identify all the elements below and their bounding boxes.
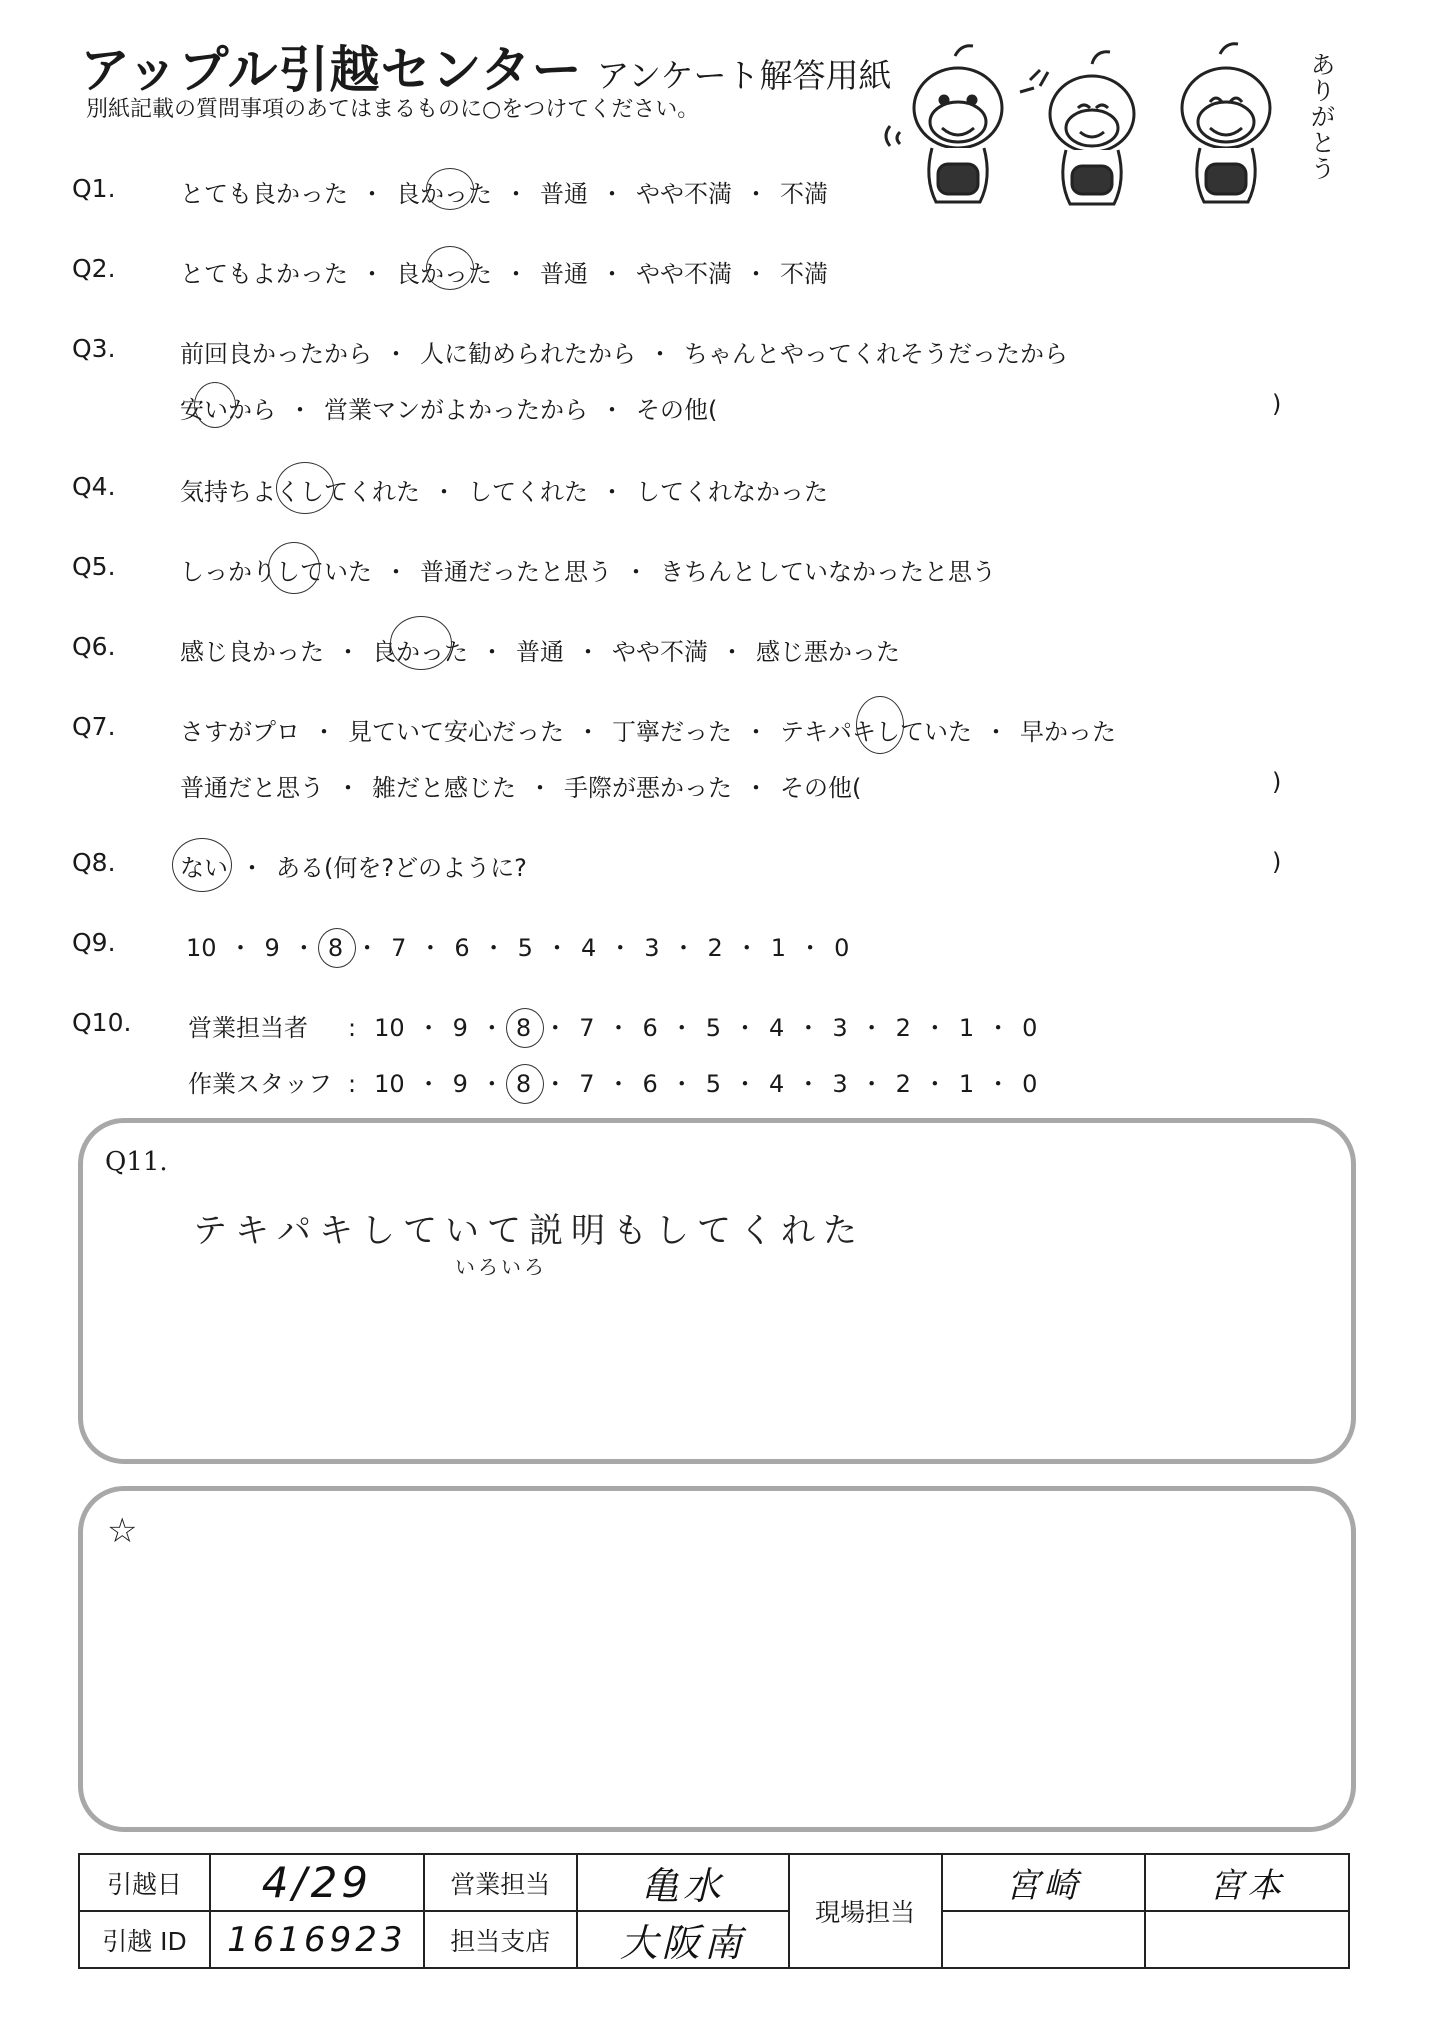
q10-sales-score-8-label: 8 — [515, 1014, 532, 1042]
question-label: Q2. — [72, 254, 116, 283]
q10-staff-score-5[interactable]: 5 — [705, 1070, 722, 1098]
q3-option-4[interactable] — [180, 390, 276, 425]
q10-sales-score-10[interactable]: 10 — [374, 1014, 405, 1042]
form-title: アンケート解答用紙 — [596, 56, 892, 95]
move-id-value — [210, 1911, 424, 1968]
site-staff-1-handwritten: 宮崎 — [1005, 1866, 1082, 1906]
q10-staff-score-0[interactable]: 0 — [1022, 1070, 1038, 1098]
q9-score-2[interactable]: 2 — [707, 934, 723, 962]
q6-option-4[interactable]: やや不満 — [612, 638, 708, 666]
move-info-table — [78, 1853, 1350, 1969]
q2-option-2[interactable] — [396, 254, 492, 289]
question-q5: Q5. しっかりしていた ・ 普通だったと思う ・ きちんとしていなかったと思う — [0, 546, 1433, 596]
q7-option-8[interactable]: 手際が悪かった — [564, 774, 732, 802]
q10-staff-label: 作業スタッフ — [188, 1070, 332, 1098]
site-staff-3-value — [942, 1911, 1146, 1968]
q5-option-3[interactable]: きちんとしていなかったと思う — [660, 558, 996, 586]
site-staff-4-value — [1145, 1911, 1349, 1968]
q8-option-1[interactable] — [180, 848, 228, 883]
q1-option-5[interactable]: 不満 — [780, 180, 828, 208]
q10-sales-score-6[interactable]: 6 — [642, 1014, 658, 1042]
q3-option-1[interactable]: 前回良かったから — [180, 340, 372, 368]
site-staff-2-handwritten: 宮本 — [1209, 1866, 1286, 1906]
q5-option-1[interactable] — [180, 552, 372, 587]
q8-option-2[interactable]: ある(何を?どのように? — [276, 854, 527, 882]
question-label: Q1. — [72, 174, 116, 203]
q6-option-2[interactable] — [372, 632, 468, 667]
q5-option-1-label: しっかりしていた — [180, 558, 372, 586]
q10-sales-score-8[interactable] — [516, 1014, 531, 1042]
q3-option-5[interactable]: 営業マンがよかったから — [324, 396, 588, 424]
q7-option-4-label: テキパキしていた — [780, 718, 972, 746]
question-label: Q6. — [72, 632, 116, 661]
question-q9: Q9. 10 ・ 9 ・ 8 ・ 7 ・ 6 ・ 5 ・ 4 ・ 3 ・ 2 ・ 1 ・ 0 — [0, 922, 1433, 972]
q1-option-4[interactable]: やや不満 — [636, 180, 732, 208]
question-q1: Q1. とても良かった ・ 良かった ・ 普通 ・ やや不満 ・ 不満 — [0, 168, 1433, 218]
q6-option-3[interactable]: 普通 — [516, 638, 564, 666]
q6-option-5[interactable]: 感じ悪かった — [756, 638, 900, 666]
question-label: Q8. — [72, 848, 116, 877]
q10-sales-score-4[interactable]: 4 — [769, 1014, 785, 1042]
site-staff-2-value — [1145, 1854, 1349, 1911]
q11-label: Q11. — [105, 1147, 168, 1177]
sales-value — [577, 1854, 789, 1911]
q11-comment-box[interactable] — [78, 1118, 1356, 1464]
q10-sales-label: 営業担当者 — [188, 1014, 308, 1042]
q3-option-3[interactable]: ちゃんとやってくれそうだったから — [684, 340, 1068, 368]
q10-sales-score-3[interactable]: 3 — [832, 1014, 848, 1042]
sales-label: 営業担当 — [424, 1854, 577, 1911]
q9-score-7[interactable]: 7 — [391, 934, 407, 962]
q9-score-6[interactable]: 6 — [454, 934, 470, 962]
q10-staff-colon: : — [348, 1070, 357, 1098]
q7-option-4[interactable] — [780, 712, 972, 747]
q7-option-1[interactable]: さすがプロ — [180, 718, 300, 746]
q10-staff-score-1[interactable]: 1 — [958, 1070, 975, 1098]
question-q8: Q8. ない ・ ある(何を?どのように? ) — [0, 842, 1433, 892]
q2-option-1[interactable]: とてもよかった — [180, 260, 348, 288]
q10-sales-score-7[interactable]: 7 — [579, 1014, 595, 1042]
q2-option-2-label: 良かった — [396, 260, 492, 288]
q1-option-2-label: 良かった — [396, 180, 492, 208]
question-label: Q10. — [72, 1008, 132, 1037]
q8-paren-close: ) — [1272, 848, 1282, 876]
q3-paren-close: ) — [1272, 390, 1282, 418]
move-id-handwritten: 1616923 — [227, 1919, 407, 1960]
sales-name-handwritten: 亀水 — [640, 1864, 725, 1908]
q10-staff-score-4[interactable]: 4 — [769, 1070, 785, 1098]
question-q10-staff: 作業スタッフ : 10 ・ 9 ・ 8 ・ 7 ・ 6 ・ 5 ・ 4 ・ 3 ・ 2 ・ 1 ・ 0 — [0, 1058, 1433, 1108]
q9-score-10[interactable]: 10 — [186, 934, 217, 962]
q11-handwritten-answer: テキパキしていて説明もしてくれた — [193, 1211, 865, 1251]
q10-staff-score-8[interactable] — [516, 1070, 531, 1098]
instruction-text: 別紙記載の質問事項のあてはまるものに○をつけてください。 — [86, 97, 700, 122]
q10-staff-score-3[interactable]: 3 — [832, 1070, 848, 1098]
q9-score-3[interactable]: 3 — [644, 934, 660, 962]
site-label: 現場担当 — [789, 1854, 942, 1968]
q3-option-2[interactable]: 人に勧められたから — [420, 340, 636, 368]
q10-staff-score-9[interactable]: 9 — [452, 1070, 468, 1098]
q9-score-8[interactable] — [328, 934, 343, 962]
q3-option-other[interactable]: その他( — [636, 396, 718, 424]
star-comment-box[interactable] — [78, 1486, 1356, 1832]
q11-handwritten-insert: いろいろ — [455, 1255, 547, 1279]
q7-option-6[interactable]: 普通だと思う — [180, 774, 324, 802]
q7-option-5[interactable]: 早かった — [1020, 718, 1116, 746]
question-q10-sales: Q10. 営業担当者 : 10 ・ 9 ・ 8 ・ 7 ・ 6 ・ 5 ・ 4 ・ 3 ・ 2 ・ 1 ・ 0 — [0, 1002, 1433, 1052]
branch-name-handwritten: 大阪南 — [619, 1921, 746, 1965]
q2-option-5[interactable]: 不満 — [780, 260, 828, 288]
q7-option-7[interactable]: 雑だと感じた — [372, 774, 516, 802]
q4-option-3[interactable]: してくれなかった — [636, 478, 828, 506]
question-label: Q9. — [72, 928, 116, 957]
q10-staff-score-6[interactable]: 6 — [642, 1070, 658, 1098]
question-q4: Q4. 気持ちよくしてくれた ・ してくれた ・ してくれなかった — [0, 466, 1433, 516]
move-date-handwritten: 4/29 — [261, 1858, 373, 1907]
q10-staff-score-8-label: 8 — [515, 1070, 532, 1098]
q7-option-3[interactable]: 丁寧だった — [612, 718, 732, 746]
q9-score-0[interactable]: 0 — [834, 934, 850, 962]
q1-option-1[interactable]: とても良かった — [180, 180, 348, 208]
question-q3: Q3. 前回良かったから ・ 人に勧められたから ・ ちゃんとやってくれそうだったから — [72, 334, 1068, 368]
q2-option-4[interactable]: やや不満 — [636, 260, 732, 288]
q1-option-3[interactable]: 普通 — [540, 180, 588, 208]
q7-option-2[interactable]: 見ていて安心だった — [348, 718, 564, 746]
branch-label: 担当支店 — [424, 1911, 577, 1968]
q10-staff-score-7[interactable]: 7 — [579, 1070, 595, 1098]
question-q7-line2: 普通だと思う ・ 雑だと感じた ・ 手際が悪かった ・ その他( ) — [180, 768, 1282, 802]
question-q6: Q6. 感じ良かった ・ 良かった ・ 普通 ・ やや不満 ・ 感じ悪かった — [0, 626, 1433, 676]
site-staff-1-value — [942, 1854, 1146, 1911]
move-date-value — [210, 1854, 424, 1911]
thanks-text: ありがとう — [1311, 51, 1335, 183]
q7-paren-close: ) — [1272, 768, 1282, 796]
q9-score-4[interactable]: 4 — [580, 934, 597, 962]
company-name: アップル引越センター — [80, 41, 583, 99]
branch-value — [577, 1911, 789, 1968]
q10-sales-score-1[interactable]: 1 — [958, 1014, 975, 1042]
q7-option-other[interactable]: その他( — [780, 774, 862, 802]
question-q3-line2: 安いから ・ 営業マンがよかったから ・ その他( ) — [0, 384, 1433, 434]
q10-sales-score-5[interactable]: 5 — [705, 1014, 722, 1042]
q10-sales-score-9[interactable]: 9 — [452, 1014, 468, 1042]
q10-sales-colon: : — [348, 1014, 357, 1042]
q2-option-3[interactable]: 普通 — [540, 260, 588, 288]
q1-option-2[interactable] — [396, 174, 492, 209]
q4-option-2[interactable]: してくれた — [468, 478, 588, 506]
q5-option-2[interactable]: 普通だったと思う — [420, 558, 612, 586]
q3-option-4-label: 安いから — [180, 396, 276, 424]
q8-option-1-label: ない — [180, 854, 228, 882]
question-q2: Q2. とてもよかった ・ 良かった ・ 普通 ・ やや不満 ・ 不満 — [0, 248, 1433, 298]
question-q7: Q7. さすがプロ ・ 見ていて安心だった ・ 丁寧だった ・ テキパキしていた ・ 早かった — [0, 706, 1433, 756]
q9-score-1[interactable]: 1 — [770, 934, 787, 962]
q6-option-1[interactable]: 感じ良かった — [180, 638, 324, 666]
question-label: Q4. — [72, 472, 116, 501]
q10-sales-score-0[interactable]: 0 — [1022, 1014, 1038, 1042]
move-date-label: 引越日 — [79, 1854, 210, 1911]
question-label: Q7. — [72, 712, 116, 741]
q10-sales-score-2[interactable]: 2 — [895, 1014, 911, 1042]
q4-option-1-label: 気持ちよくしてくれた — [180, 478, 420, 506]
star-icon: ☆ — [107, 1511, 138, 1551]
q10-staff-score-10[interactable]: 10 — [374, 1070, 405, 1098]
question-label: Q3. — [72, 334, 116, 363]
q9-score-9[interactable]: 9 — [264, 934, 280, 962]
move-id-label: 引越 ID — [79, 1911, 210, 1968]
q6-option-2-label: 良かった — [372, 638, 468, 666]
question-label: Q5. — [72, 552, 116, 581]
q9-score-5[interactable]: 5 — [517, 934, 533, 962]
q10-staff-score-2[interactable]: 2 — [895, 1070, 911, 1098]
q9-score-8-label: 8 — [327, 934, 344, 962]
q4-option-1[interactable] — [180, 472, 420, 507]
